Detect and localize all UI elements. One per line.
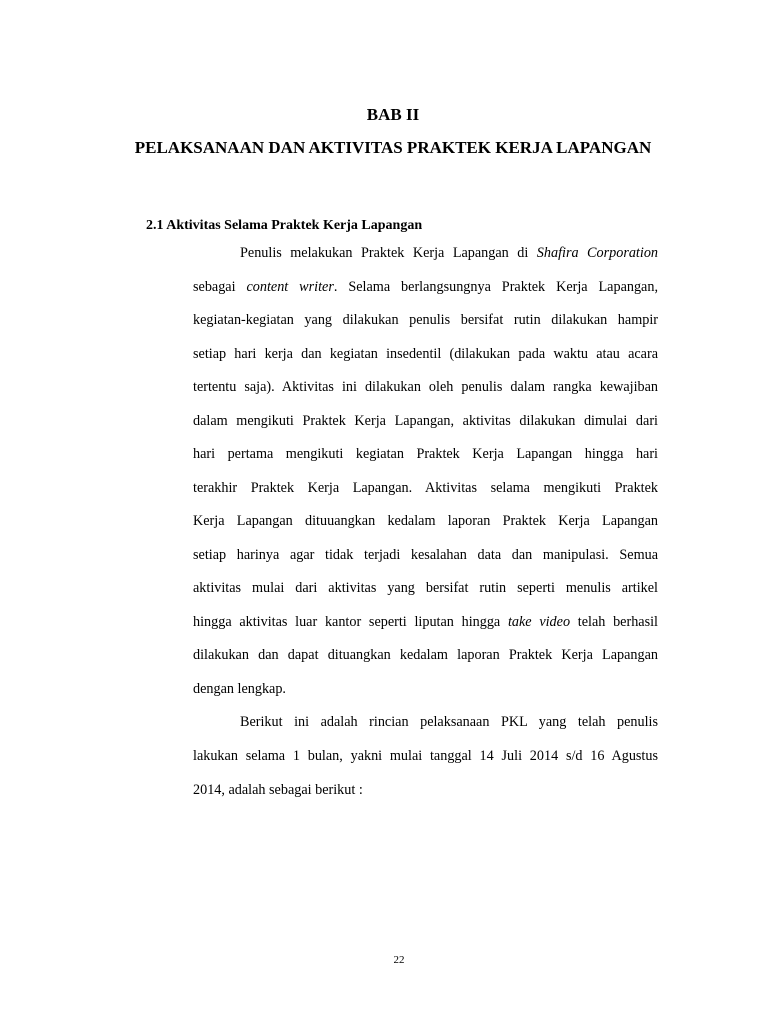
page-number: 22 — [393, 954, 405, 966]
text-span: Penulis melakukan Praktek Kerja Lapangan di — [240, 245, 537, 261]
chapter-title: PELAKSANAAN DAN AKTIVITAS PRAKTEK KERJA LAPANGAN — [134, 138, 652, 157]
paragraph-1-line-11 — [193, 579, 658, 597]
text-span: . Selama berlangsungnya Praktek Kerja Lapangan, — [333, 278, 658, 295]
paragraph-1-line-6 — [193, 412, 658, 430]
chapter-number: BAB II — [366, 105, 420, 124]
italic-text: take video — [507, 613, 571, 630]
paragraph-1-line-2 — [193, 278, 658, 296]
text-span: setiap harinya agar tidak terjadi kesalahan data dan manipulasi. Semua — [193, 546, 658, 563]
text-span: Berikut ini adalah rincian pelaksanaan PKL yang telah penulis — [240, 714, 658, 731]
paragraph-1-line-13 — [193, 646, 658, 664]
text-span: sebagai — [193, 278, 247, 295]
section-heading: 2.1 Aktivitas Selama Praktek Kerja Lapangan — [146, 218, 423, 233]
text-span: tertentu saja). Aktivitas ini dilakukan oleh penulis dalam rangka kewajiban — [193, 379, 658, 396]
paragraph-1-line-9 — [193, 512, 658, 530]
text-span: aktivitas mulai dari aktivitas yang bersifat rutin seperti menulis artikel — [193, 580, 658, 597]
text-span: lakukan selama 1 bulan, yakni mulai tanggal 14 Juli 2014 s/d 16 Agustus — [193, 748, 658, 764]
text-span: Kerja Lapangan dituuangkan kedalam laporan Praktek Kerja Lapangan — [193, 513, 658, 530]
italic-text: Shafira Corporation — [536, 245, 659, 261]
paragraph-1-line-12 — [193, 613, 658, 631]
paragraph-1-line-8 — [193, 479, 658, 497]
paragraph-1-line-3 — [193, 311, 658, 329]
text-span: setiap hari kerja dan kegiatan insedentil (dilakukan pada waktu atau acara — [193, 345, 658, 362]
text-span: dengan lengkap. — [193, 680, 286, 697]
paragraph-2-line-1 — [240, 713, 658, 731]
text-span: terakhir Praktek Kerja Lapangan. Aktivitas selama mengikuti Praktek — [193, 479, 658, 496]
text-span: dilakukan dan dapat dituangkan kedalam laporan Praktek Kerja Lapangan — [193, 647, 658, 664]
paragraph-1-line-14 — [193, 680, 658, 698]
paragraph-1-line-5 — [193, 378, 658, 396]
italic-text: content writer — [246, 278, 334, 295]
paragraph-2-line-2 — [193, 747, 658, 765]
paragraph-1-line-7 — [193, 445, 658, 463]
paragraph-2-line-3 — [193, 781, 658, 799]
text-span: 2014, adalah sebagai berikut : — [193, 781, 363, 798]
text-span: telah berhasil — [570, 613, 658, 630]
text-span: hari pertama mengikuti kegiatan Praktek Kerja Lapangan hingga hari — [193, 446, 658, 463]
paragraph-1-line-10 — [193, 546, 658, 564]
text-span: dalam mengikuti Praktek Kerja Lapangan, aktivitas dilakukan dimulai dari — [193, 412, 658, 429]
text-span: kegiatan-kegiatan yang dilakukan penulis bersifat rutin dilakukan hampir — [193, 312, 658, 329]
paragraph-1-line-1 — [240, 244, 658, 262]
paragraph-1-line-4 — [193, 345, 658, 363]
text-span: hingga aktivitas luar kantor seperti liputan hingga — [193, 613, 508, 630]
